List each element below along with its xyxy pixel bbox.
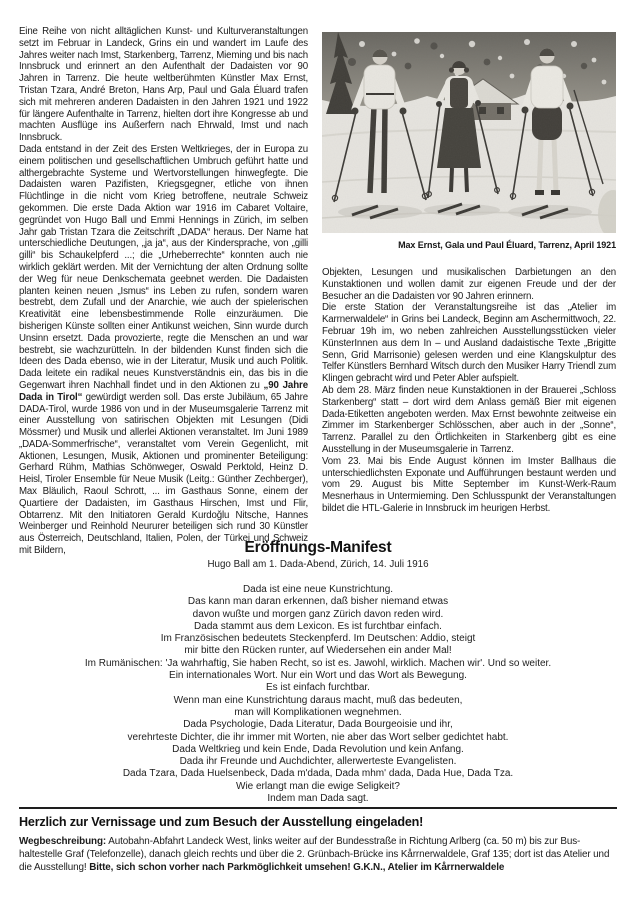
paragraph-text: Dada entstand in der Zeit des Ersten Weltkrieges, der in Europa zu einem politischen und gesellschaftlichen Umbruch geführt hatte und althergebrachte Systeme und Wertvorstellungen hinwegfegte. Die Dadaisten waren Pazifisten, Kriegsgegner, etliche von ihnen Flüchtlinge in die nicht vom Krieg betroffene, neutrale Schweiz gekommen. Die erste Dada Aktion war 1916 im Cabaret Voltaire, gegründet von Hugo Ball und Emmi Hennings in Zürich, im selben Jahr gab Tristan Tzara die Zeitschrift „DADA“ heraus. Der Name hat unterschiedliche Deutungen, „ja ja“, aus der Kindersprache, von „gilli gilli“ bis Schaukelpferd ...; die „Urheberrechte“ konnten auch nie wirklich geklärt werden. Mit der Vernichtung der alten Ordnung sollte der Weg für neue Denkschemata geebnet werden. Die Dadaisten planten keinen neuen „Ismus“ ins Leben zu rufen, sondern waren bestrebt, dem Zufall und der Anarchie, wie auch der spielerischen Kreativität eine lebensbestimmende Rolle einzuräumen. Die bisherigen Künste sollten einer Antikunst weichen, Sinn wurde durch Unsinn ersetzt. Dada provozierte, regte die Menschen an und war bestrebt, sie wachzurütteln. In der bildenden Kunst finden sich die Ideen des Dada ebenso, wie in der Literatur, Musik und auch Politik. Dada leitete ein radikal neues Kunstverständnis ein, das bis in die Gegenwart ihren Nachhall findet und in den Aktionen zu — [19, 143, 308, 391]
manifest-line: Im Rumänischen: 'Ja wahrhaftig, Sie haben Recht, so ist es. Jawohl, wirklich. Machen wir'. Und so weiter. — [84, 657, 552, 669]
manifest-line: man will Komplikationen wegnehmen. — [234, 706, 402, 718]
article-right-column — [322, 267, 616, 515]
manifest-line: verehrteste Dichter, die ihr immer mit Worten, nie aber das Wort selber gedichtet habt. — [127, 731, 509, 743]
manifest-lines — [0, 584, 636, 805]
footer-section — [19, 815, 617, 875]
manifest-line: Das kann man daran erkennen, daß bisher niemand etwas — [187, 596, 449, 608]
article-paragraph: Die erste Station der Veranstaltungsreihe ist das „Atelier im Karrnerwaldele“ in Grins bei Landeck, Beginn am Aschermittwoch, 22. Februar 19h im, wo neben zahlreichen Ausstellungsstücken vieler KünsterInnen aus dem In – und Ausland dadaistische Texte „Brigitte Senn, Grid Marrisonie) gelesen werden und eine Klangskulptur des Telfer Künstlers Bernhard Witsch durch den Musiker Harry Triendl zum Klingen gebracht wird und Peter Abler aufspielt. — [322, 302, 616, 385]
manifest-line: mir bitte den Rücken runter, auf Wiedersehen ein ander Mal! — [184, 645, 452, 657]
skiers-photo — [322, 32, 616, 233]
directions-text: Autobahn-Abfahrt Landeck West, links weiter auf der Bundesstraße in Richtung Arlberg (ca. 50 m) bis zur Bus-haltestelle Graf (Telefonzelle), danach gleich rechts und über die 2. Grünbach-Brücke ins Kårrnerwaldele, Graf 135; dort ist das Atelier und die Ausstellung! — [19, 836, 610, 874]
manifest-line: Dada stammt aus dem Lexicon. Es ist furchtbar einfach. — [194, 620, 442, 632]
manifest-line: Dada ihr Freunde und Auchdichter, allerwerteste Evangelisten. — [179, 756, 457, 768]
paragraph-text: gewürdigt werden soll. Das erste Jubiläum, 65 Jahre DADA-Tirol, wurde 1986 von und in der Museumsgalerie Tarrenz mit einer Ausstellung von satirischen Objekten mit Lesungen (Didi Mössmer) und Musik und allerlei Aktionen veranstaltet. Im Juni 1989 „DADA-Sommerfrische“, veranstaltet vom Verein Gegenlicht, mit Aktionen, Lesungen, Musik, Aktionen und prominenter Beteiligung: Gerhard Rühm, Mathias Schönweger, Oswald Perktold, Heinz D. Heisl, Tiroler Ensemble für Neue Musik (Leitg.: Günther Zechberger), Max Bläulich, Raoul Schrott, ... im Gasthaus Sonne, einem der Quartiere der Dadaisten, im Gasthaus Hirschen, Imst und Flir, Obtarrenz. Mit den Initiatoren Gerald Kurdoğlu Nitsche, Hannes Weinberger und Reinhold Neururer beteiligen sich rund 30 Künstler aus Österreich, Deutschland, Italien, Polen, der Türkei und Schweiz mit Bildern, — [19, 391, 308, 557]
invitation-line: Herzlich zur Vernissage und zum Besuch der Ausstellung eingeladen! — [19, 815, 424, 829]
manifest-line: Dada Weltkrieg und kein Ende, Dada Revolution und kein Anfang. — [172, 743, 464, 755]
footer-divider — [19, 807, 617, 809]
emphasis-90-jahre-dada: „90 Jahre Dada in Tirol“ — [19, 379, 308, 403]
article-paragraph — [19, 144, 308, 557]
manifest-line: Es ist einfach furchtbar. — [266, 682, 370, 694]
article-paragraph: Ab dem 28. März finden neue Kunstaktionen in der Brauerei „Schloss Starkenberg“ statt – dort wird dem Anlass gemäß Bier mit eigenen Dada-Etiketten angeboten werden. Max Ernst bewohnte zeitweise ein Zimmer im Starkenberger Schlösschen, aber auch in der „Sonne“, Tarrenz. Parallel zu den Örtlichkeiten in Starkenberg gibt es eine Ausstellung in der Museumsgalerie in Tarrenz. — [322, 384, 616, 455]
directions-emphasis: Bitte, sich schon vorher nach Parkmöglichkeit umsehen! G.K.N., Atelier im Kårrnerwaldele — [89, 862, 505, 874]
manifest-line: Dada ist eine neue Kunstrichtung. — [242, 584, 394, 595]
manifest-line: Dada Tzara, Dada Huelsenbeck, Dada m'dada, Dada mhm' dada, Dada Hue, Dada Tza. — [122, 768, 514, 780]
article-paragraph: Objekten, Lesungen und musikalischen Darbietungen an den Kunstaktionen und wollen damit zur eigenen Freude und der der Besucher an die Dadaisten vor 90 Jahren erinnern. — [322, 267, 616, 302]
directions-label: Wegbeschreibung: — [19, 836, 107, 847]
article-paragraph: Eine Reihe von nicht alltäglichen Kunst- und Kulturveranstaltungen setzt im Februar in Landeck, Grins ein und wandert im Laufe des Jahres weiter nach Imst, Starkenberg, Tarrenz, Mieming und bis nach Innsbruck und erinnert an den Aufenthalt der Dadaisten vor 90 Jahren in Tarrenz. Die heute weltberühmten Künstler Max Ernst, Tristan Tzara, André Breton, Hans Arp, Paul und Gala Éluard trafen sich mit mehreren anderen Dadaisten in den Jahren 1921 und 1922 für längere Aufenthalte in Tarrenz, hielten dort ihre Kongresse ab und machten Ausflüge ins Außerfern nach Ehrwald, Imst und nach Innsbruck. — [19, 26, 308, 144]
manifest-section — [0, 539, 636, 805]
manifest-line: Indem man Dada sagt. — [267, 793, 369, 805]
manifest-line: Im Französischen bedeutets Steckenpferd. Im Deutschen: Addio, steigt — [160, 633, 476, 645]
manifest-line: Dada Psychologie, Dada Literatur, Dada Bourgeoisie und ihr, — [183, 719, 453, 731]
manifest-line: Wie erlangt man die ewige Seligkeit? — [236, 780, 400, 792]
article-left-column — [19, 26, 308, 557]
manifest-subtitle: Hugo Ball am 1. Dada-Abend, Zürich, 14. Juli 1916 — [207, 559, 429, 570]
manifest-line: Wenn man eine Kunstrichtung daraus macht, muß das bedeuten, — [173, 694, 463, 706]
skiers-photo-illustration — [322, 32, 616, 233]
article-paragraph: Vom 23. Mai bis Ende August können im Imster Ballhaus die unterschiedlichsten Exponate und Aufführungen bestaunt werden und vom 29. August bis Mitte September im Kunst-Werk-Raum Mesnerhaus in Untermieming. Den Schlusspunkt der Veranstaltungen bildet die HTL-Galerie in Innsbruck im heurigen Herbst. — [322, 455, 616, 514]
manifest-title: Eröffnungs-Manifest — [244, 539, 392, 556]
directions-paragraph — [19, 835, 617, 875]
manifest-line: Ein internationales Wort. Nur ein Wort und das Wort als Bewegung. — [169, 670, 467, 682]
manifest-line: davon wußte und morgen ganz Zürich davon reden wird. — [192, 608, 444, 620]
photo-caption: Max Ernst, Gala und Paul Éluard, Tarrenz, April 1921 — [398, 240, 616, 250]
